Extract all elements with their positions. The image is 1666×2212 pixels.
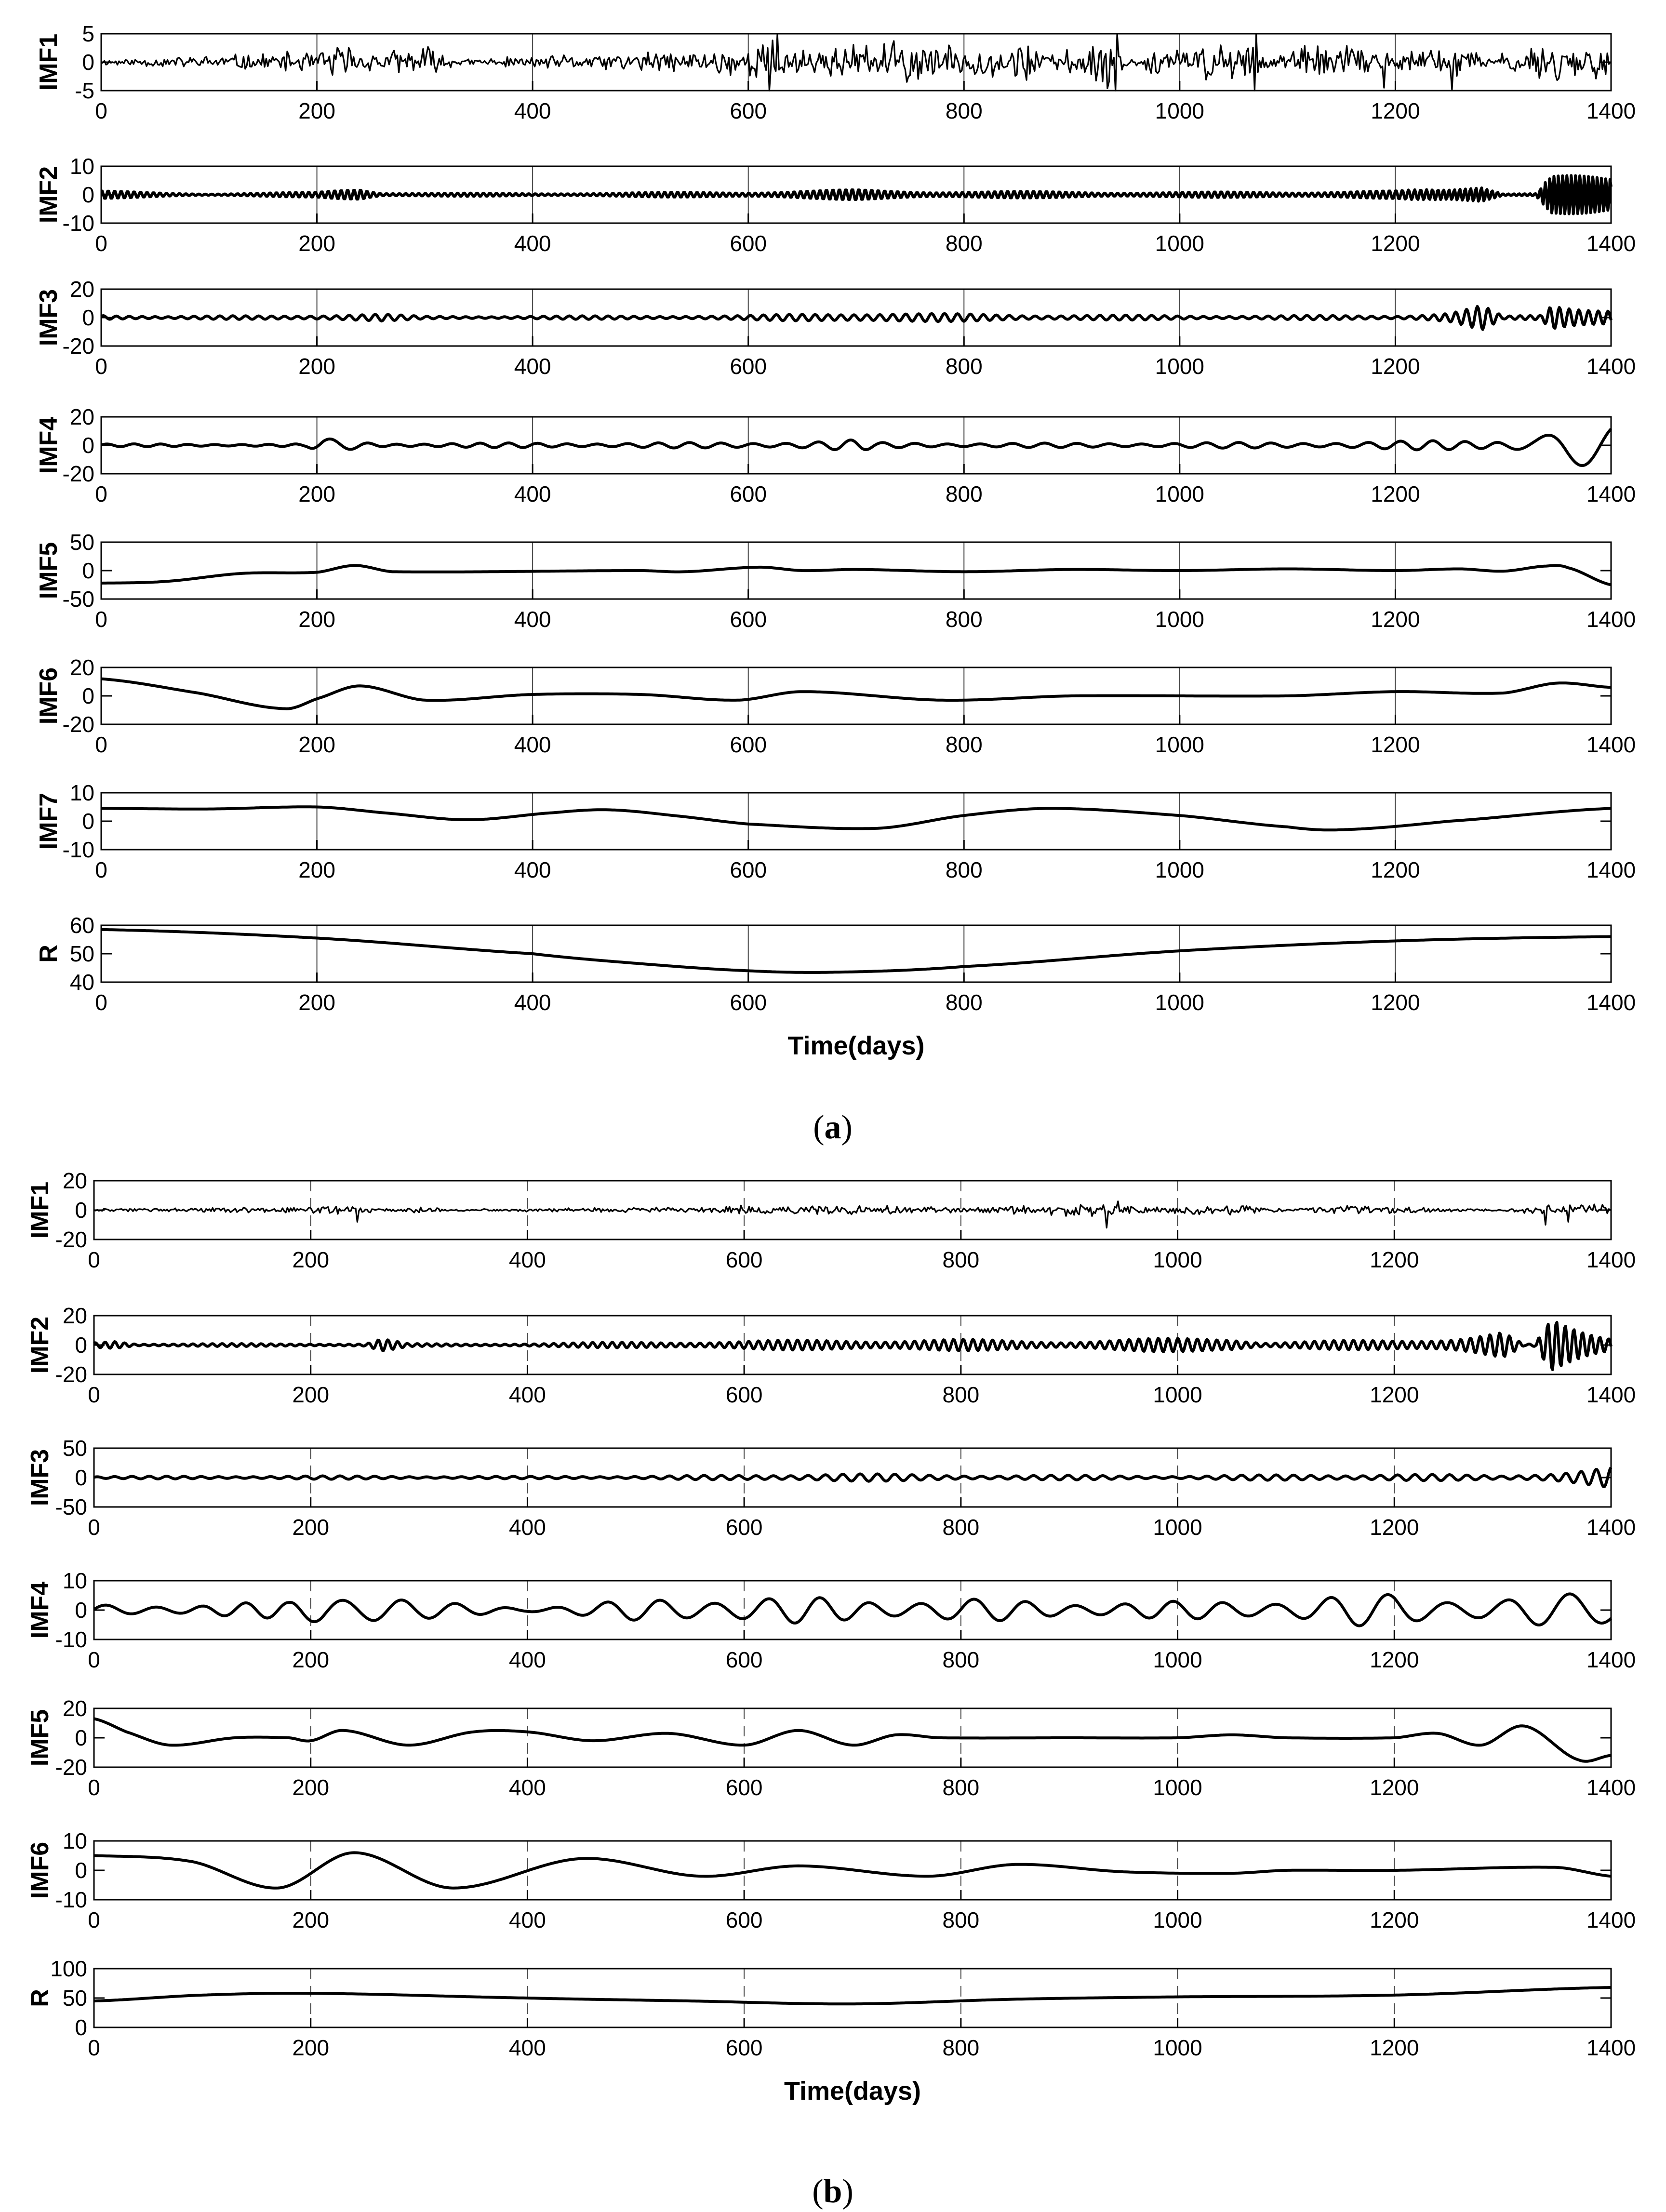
- series-line-imf6: [101, 679, 1611, 709]
- y-tick-label: 5: [82, 21, 94, 46]
- y-tick-label: -20: [62, 461, 94, 486]
- x-tick-label: 1000: [1155, 732, 1205, 757]
- x-tick-label: 200: [292, 1907, 330, 1932]
- x-tick-label: 1400: [1586, 857, 1636, 882]
- x-tick-label: 1000: [1155, 231, 1205, 256]
- x-tick-label: 1000: [1153, 2035, 1202, 2060]
- x-tick-label: 800: [945, 732, 983, 757]
- series-line-r: [94, 1987, 1611, 2004]
- x-tick-label: 1000: [1153, 1515, 1202, 1540]
- y-tick-label: 100: [50, 1956, 87, 1981]
- caption-a: (a): [813, 1109, 853, 1146]
- x-tick-label: 800: [942, 1247, 980, 1272]
- y-tick-label: 40: [69, 970, 94, 995]
- x-tick-label: 1000: [1153, 1247, 1202, 1272]
- y-tick-label: -10: [55, 1887, 87, 1912]
- panel-a: [35, 21, 1636, 1060]
- x-tick-label: 0: [88, 1247, 100, 1272]
- x-tick-label: 0: [95, 354, 107, 379]
- y-tick-label: 0: [75, 1333, 87, 1358]
- x-tick-label: 400: [514, 354, 551, 379]
- y-tick-label: -20: [55, 1755, 87, 1780]
- y-tick-label: 20: [69, 655, 94, 680]
- x-tick-label: 1200: [1370, 1382, 1419, 1407]
- y-tick-label: 60: [69, 913, 94, 938]
- y-tick-label: 0: [82, 558, 94, 583]
- x-tick-label: 800: [942, 1907, 980, 1932]
- x-tick-label: 800: [945, 607, 983, 632]
- y-axis-label: IMF1: [35, 33, 63, 91]
- caption-b-letter: b: [823, 2173, 842, 2210]
- subplot-imf6: [35, 655, 1636, 757]
- y-tick-label: -10: [62, 211, 94, 236]
- x-tick-label: 1000: [1153, 1647, 1202, 1672]
- x-tick-label: 600: [730, 354, 767, 379]
- x-tick-label: 1200: [1371, 231, 1420, 256]
- x-tick-label: 200: [298, 98, 335, 123]
- y-tick-label: 0: [82, 809, 94, 834]
- y-tick-label: 0: [82, 433, 94, 458]
- x-tick-label: 1000: [1155, 354, 1205, 379]
- x-tick-label: 1200: [1371, 481, 1420, 506]
- series-line-imf5: [101, 565, 1611, 585]
- y-tick-label: 50: [62, 1436, 87, 1461]
- x-tick-label: 1400: [1586, 732, 1636, 757]
- x-tick-label: 0: [95, 732, 107, 757]
- x-tick-label: 0: [95, 607, 107, 632]
- y-tick-label: 50: [62, 1985, 87, 2011]
- subplot-imf3: [35, 277, 1636, 379]
- y-axis-label: IMF4: [35, 416, 63, 474]
- x-tick-label: 800: [942, 2035, 980, 2060]
- x-tick-label: 0: [88, 1775, 100, 1800]
- x-tick-label: 600: [730, 98, 767, 123]
- y-axis-label: IMF4: [26, 1581, 54, 1639]
- y-axis-label: IMF7: [35, 792, 63, 850]
- series-line-imf4: [94, 1594, 1611, 1626]
- x-tick-label: 400: [514, 990, 551, 1015]
- caption-b: (b): [812, 2173, 853, 2210]
- x-tick-label: 200: [292, 1382, 330, 1407]
- x-tick-label: 600: [725, 1247, 763, 1272]
- y-axis-label: IMF5: [35, 542, 63, 600]
- x-tick-label: 600: [730, 990, 767, 1015]
- x-tick-label: 1400: [1586, 98, 1636, 123]
- x-tick-label: 1400: [1586, 1907, 1636, 1932]
- x-tick-label: 1400: [1586, 1382, 1636, 1407]
- x-tick-label: 800: [945, 98, 983, 123]
- x-tick-label: 1400: [1586, 2035, 1636, 2060]
- y-tick-label: -10: [55, 1627, 87, 1652]
- x-tick-label: 400: [509, 2035, 546, 2060]
- y-axis-label: IMF2: [35, 166, 63, 224]
- x-tick-label: 1000: [1155, 98, 1205, 123]
- subplot-imf6: [26, 1828, 1636, 1932]
- plot-frame: [94, 1969, 1611, 2027]
- x-tick-label: 200: [292, 1647, 330, 1672]
- x-axis-label: Time(days): [784, 2077, 921, 2105]
- series-line-imf7: [101, 807, 1611, 830]
- y-tick-label: 20: [69, 404, 94, 429]
- x-tick-label: 1400: [1586, 481, 1636, 506]
- x-tick-label: 1200: [1371, 732, 1420, 757]
- x-tick-label: 1000: [1155, 857, 1205, 882]
- x-tick-label: 400: [509, 1382, 546, 1407]
- x-tick-label: 1200: [1370, 1907, 1419, 1932]
- x-tick-label: 800: [942, 1775, 980, 1800]
- x-tick-label: 1200: [1371, 857, 1420, 882]
- y-tick-label: 0: [75, 1198, 87, 1223]
- y-tick-label: 10: [62, 1568, 87, 1593]
- subplot-imf5: [26, 1696, 1636, 1800]
- x-tick-label: 0: [95, 231, 107, 256]
- plot-frame: [101, 793, 1611, 850]
- x-tick-label: 1200: [1370, 1515, 1419, 1540]
- x-tick-label: 0: [95, 481, 107, 506]
- subplot-imf1: [35, 21, 1636, 123]
- x-tick-label: 1400: [1586, 1647, 1636, 1672]
- x-tick-label: 1400: [1586, 231, 1636, 256]
- x-tick-label: 600: [725, 1515, 763, 1540]
- x-tick-label: 800: [945, 990, 983, 1015]
- subplot-r: [35, 913, 1636, 1015]
- panel-b: [26, 1168, 1636, 2105]
- y-tick-label: -20: [62, 333, 94, 359]
- series-line-imf2: [101, 175, 1611, 213]
- series-line-imf5: [94, 1719, 1611, 1761]
- y-tick-label: 0: [75, 1598, 87, 1623]
- x-tick-label: 0: [95, 990, 107, 1015]
- x-tick-label: 200: [298, 481, 335, 506]
- x-tick-label: 200: [292, 2035, 330, 2060]
- x-tick-label: 800: [945, 354, 983, 379]
- y-tick-label: -20: [55, 1362, 87, 1387]
- y-axis-label: IMF1: [26, 1181, 54, 1239]
- y-tick-label: 20: [62, 1303, 87, 1328]
- x-tick-label: 400: [514, 231, 551, 256]
- x-tick-label: 600: [725, 1907, 763, 1932]
- x-tick-label: 1000: [1153, 1775, 1202, 1800]
- x-tick-label: 200: [298, 857, 335, 882]
- x-tick-label: 1200: [1370, 1647, 1419, 1672]
- x-tick-label: 1000: [1155, 990, 1205, 1015]
- y-tick-label: 0: [82, 182, 94, 207]
- x-tick-label: 200: [298, 354, 335, 379]
- x-tick-label: 800: [945, 857, 983, 882]
- x-tick-label: 1200: [1371, 354, 1420, 379]
- y-tick-label: -20: [62, 712, 94, 737]
- subplot-imf5: [35, 530, 1636, 632]
- x-tick-label: 600: [730, 607, 767, 632]
- y-tick-label: 0: [75, 1725, 87, 1750]
- x-tick-label: 600: [730, 481, 767, 506]
- subplot-imf2: [35, 154, 1636, 256]
- x-tick-label: 400: [514, 607, 551, 632]
- caption-a-letter: a: [824, 1109, 841, 1146]
- series-line-imf1: [94, 1201, 1611, 1228]
- x-tick-label: 1200: [1370, 2035, 1419, 2060]
- y-axis-label: IMF3: [26, 1449, 54, 1506]
- y-tick-label: 20: [62, 1696, 87, 1721]
- x-tick-label: 400: [514, 481, 551, 506]
- x-tick-label: 400: [509, 1247, 546, 1272]
- x-tick-label: 0: [88, 2035, 100, 2060]
- x-tick-label: 200: [292, 1247, 330, 1272]
- plot-frame: [94, 1581, 1611, 1639]
- x-tick-label: 800: [942, 1382, 980, 1407]
- x-tick-label: 400: [509, 1775, 546, 1800]
- x-tick-label: 0: [88, 1647, 100, 1672]
- x-tick-label: 600: [725, 1775, 763, 1800]
- y-tick-label: 0: [82, 305, 94, 330]
- subplot-imf1: [26, 1168, 1636, 1272]
- x-tick-label: 1400: [1586, 1515, 1636, 1540]
- y-tick-label: 0: [75, 1465, 87, 1490]
- subplot-r: [26, 1956, 1636, 2060]
- y-axis-label: IMF6: [26, 1841, 54, 1899]
- subplot-imf2: [26, 1303, 1636, 1407]
- series-line-r: [101, 930, 1611, 973]
- y-tick-label: 0: [75, 2015, 87, 2040]
- y-tick-label: 50: [69, 530, 94, 555]
- x-tick-label: 800: [942, 1647, 980, 1672]
- x-tick-label: 600: [725, 2035, 763, 2060]
- x-tick-label: 1400: [1586, 1775, 1636, 1800]
- subplot-imf7: [35, 780, 1636, 882]
- x-tick-label: 400: [509, 1647, 546, 1672]
- y-tick-label: 10: [69, 154, 94, 179]
- y-tick-label: 0: [82, 50, 94, 75]
- x-tick-label: 1200: [1371, 607, 1420, 632]
- y-tick-label: -50: [55, 1494, 87, 1519]
- y-tick-label: 50: [69, 941, 94, 966]
- y-tick-label: 20: [69, 277, 94, 302]
- x-tick-label: 1400: [1586, 1247, 1636, 1272]
- y-tick-label: -10: [62, 837, 94, 862]
- series-line-imf3: [94, 1467, 1611, 1487]
- y-tick-label: -20: [55, 1227, 87, 1252]
- x-tick-label: 0: [88, 1515, 100, 1540]
- x-tick-label: 1000: [1155, 607, 1205, 632]
- y-tick-label: 0: [75, 1858, 87, 1883]
- x-tick-label: 200: [292, 1775, 330, 1800]
- x-tick-label: 200: [298, 607, 335, 632]
- x-tick-label: 800: [945, 481, 983, 506]
- x-tick-label: 200: [298, 231, 335, 256]
- x-tick-label: 0: [88, 1907, 100, 1932]
- x-tick-label: 0: [88, 1382, 100, 1407]
- x-tick-label: 0: [95, 857, 107, 882]
- y-tick-label: 20: [62, 1168, 87, 1193]
- plot-frame: [101, 925, 1611, 982]
- x-tick-label: 1400: [1586, 354, 1636, 379]
- y-tick-label: -5: [75, 78, 94, 103]
- series-line-imf2: [94, 1322, 1611, 1370]
- subplot-imf3: [26, 1436, 1636, 1540]
- x-tick-label: 1200: [1370, 1247, 1419, 1272]
- plot-frame: [101, 417, 1611, 474]
- y-tick-label: 10: [62, 1828, 87, 1853]
- x-tick-label: 400: [514, 857, 551, 882]
- x-tick-label: 800: [945, 231, 983, 256]
- x-tick-label: 600: [730, 857, 767, 882]
- x-tick-label: 1000: [1153, 1907, 1202, 1932]
- x-tick-label: 0: [95, 98, 107, 123]
- x-tick-label: 200: [298, 732, 335, 757]
- x-tick-label: 600: [725, 1647, 763, 1672]
- y-tick-label: 0: [82, 683, 94, 708]
- x-tick-label: 600: [725, 1382, 763, 1407]
- x-tick-label: 200: [292, 1515, 330, 1540]
- subplot-imf4: [26, 1568, 1636, 1672]
- y-axis-label: R: [35, 945, 63, 963]
- y-axis-label: IMF3: [35, 289, 63, 346]
- y-tick-label: 10: [69, 780, 94, 805]
- y-axis-label: IMF6: [35, 667, 63, 725]
- series-line-imf1: [101, 34, 1611, 91]
- x-tick-label: 600: [730, 732, 767, 757]
- y-axis-label: IMF2: [26, 1316, 54, 1374]
- series-line-imf4: [101, 429, 1611, 466]
- x-tick-label: 400: [514, 98, 551, 123]
- x-tick-label: 400: [514, 732, 551, 757]
- y-axis-label: R: [26, 1989, 54, 2007]
- x-tick-label: 1200: [1371, 990, 1420, 1015]
- subplot-imf4: [35, 404, 1636, 506]
- x-tick-label: 400: [509, 1515, 546, 1540]
- y-axis-label: IMF5: [26, 1709, 54, 1767]
- series-line-imf3: [101, 306, 1611, 330]
- x-tick-label: 1400: [1586, 990, 1636, 1015]
- x-tick-label: 1400: [1586, 607, 1636, 632]
- x-tick-label: 1200: [1370, 1775, 1419, 1800]
- x-tick-label: 600: [730, 231, 767, 256]
- series-line-imf6: [94, 1852, 1611, 1888]
- x-tick-label: 400: [509, 1907, 546, 1932]
- x-tick-label: 200: [298, 990, 335, 1015]
- x-axis-label: Time(days): [787, 1031, 925, 1060]
- x-tick-label: 1000: [1155, 481, 1205, 506]
- x-tick-label: 1000: [1153, 1382, 1202, 1407]
- x-tick-label: 800: [942, 1515, 980, 1540]
- y-tick-label: -50: [62, 586, 94, 612]
- x-tick-label: 1200: [1371, 98, 1420, 123]
